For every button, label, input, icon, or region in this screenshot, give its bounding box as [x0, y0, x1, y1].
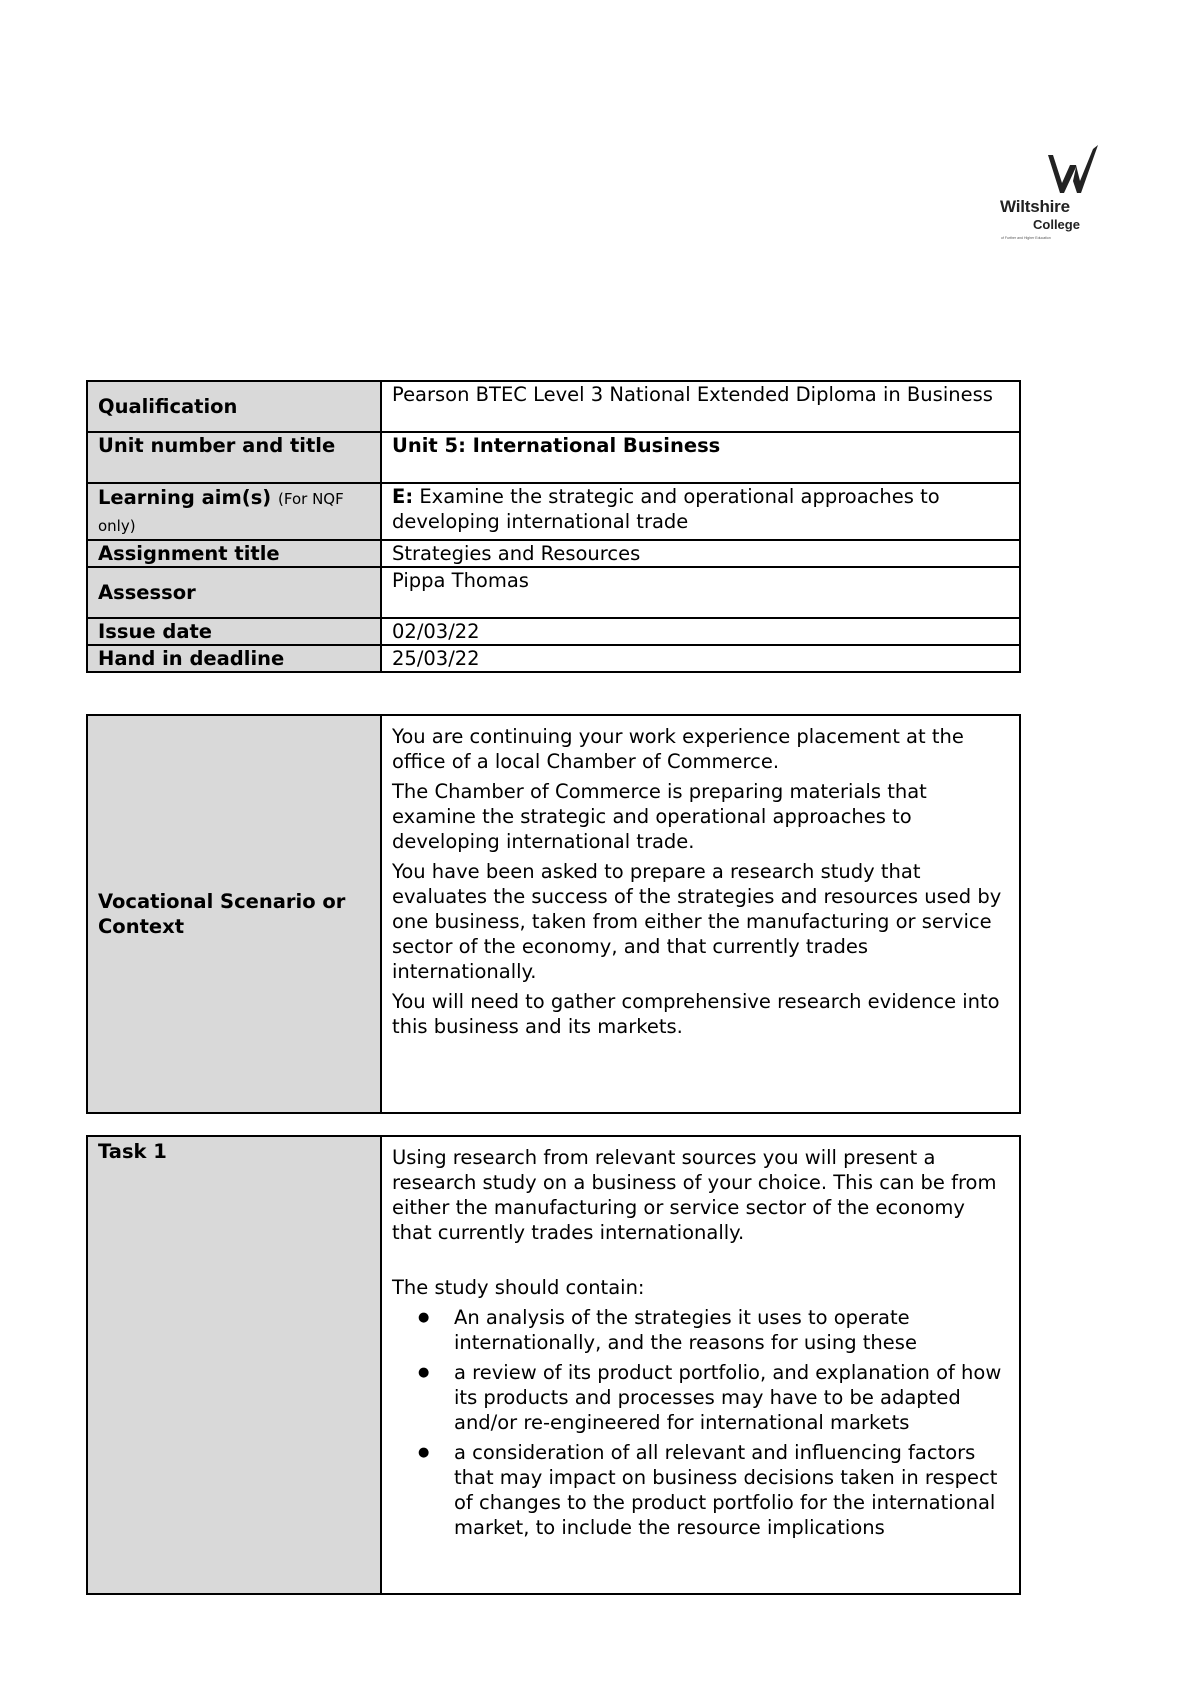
- logo-subname: College: [1033, 217, 1080, 232]
- deadline-value: 25/03/22: [381, 645, 1020, 672]
- tick-mark-icon: [1000, 145, 1100, 200]
- task-intro: Using research from relevant sources you will present a research study on a business of your choice. This can be from either the manufacturing or service sector of the economy that currently trades internationally.: [392, 1146, 997, 1244]
- table-row: [87, 540, 1020, 567]
- assignment-title-label: Assignment title: [87, 540, 381, 567]
- qualification-label: Qualification: [87, 381, 381, 432]
- task-bullet-list: [392, 1305, 1009, 1540]
- task-text-cell: [381, 1136, 1020, 1594]
- assignment-details-table: [86, 380, 1021, 673]
- table-row: [87, 618, 1020, 645]
- learning-aim-label-cell: [87, 483, 381, 540]
- logo-tagline: of Further and Higher Education: [1001, 236, 1051, 240]
- list-item: ● a review of its product portfolio, and explanation of how its products and processes may have to be adapted and/or re-engineered for international markets: [454, 1360, 1009, 1435]
- scenario-paragraph: You will need to gather comprehensive research evidence into this business and its markets.: [392, 990, 1000, 1038]
- assignment-title-value: Strategies and Resources: [381, 540, 1020, 567]
- table-row: [87, 432, 1020, 483]
- scenario-label: Vocational Scenario or Context: [87, 715, 381, 1113]
- table-row: [87, 483, 1020, 540]
- table-row: [87, 645, 1020, 672]
- unit-label: Unit number and title: [87, 432, 381, 483]
- college-logo: [1000, 145, 1100, 245]
- assessor-value: Pippa Thomas: [381, 567, 1020, 618]
- learning-aim-label: Learning aim(s): [98, 485, 272, 509]
- scenario-paragraph: You are continuing your work experience placement at the office of a local Chamber of Commerce.: [392, 725, 964, 773]
- scenario-text-cell: [381, 715, 1020, 1113]
- list-item: ● An analysis of the strategies it uses to operate internationally, and the reasons for using these: [454, 1305, 1009, 1355]
- scenario-paragraph: The Chamber of Commerce is preparing materials that examine the strategic and operational approaches to developing international trade.: [392, 780, 927, 853]
- assessor-label: Assessor: [87, 567, 381, 618]
- logo-name: Wiltshire: [1000, 197, 1070, 216]
- table-row: [87, 715, 1020, 1113]
- list-item: ● a consideration of all relevant and influencing factors that may impact on business decisions taken in respect of changes to the product portfolio for the international market, to include the resource implications: [454, 1440, 1009, 1540]
- deadline-label: Hand in deadline: [87, 645, 381, 672]
- scenario-table: [86, 714, 1021, 1114]
- issue-date-value: 02/03/22: [381, 618, 1020, 645]
- task-study-heading: The study should contain:: [392, 1276, 645, 1299]
- table-row: [87, 381, 1020, 432]
- unit-value: Unit 5: International Business: [381, 432, 1020, 483]
- learning-aim-note: (For NQF only): [98, 489, 344, 535]
- qualification-value: Pearson BTEC Level 3 National Extended Diploma in Business: [381, 381, 1020, 432]
- learning-aim-value: Examine the strategic and operational approaches to developing international trade: [392, 485, 940, 533]
- task-table: [86, 1135, 1021, 1595]
- table-row: [87, 1136, 1020, 1594]
- learning-aim-code: E:: [392, 485, 414, 508]
- scenario-paragraph: You have been asked to prepare a research study that evaluates the success of the strategies and resources used by one business, taken from either the manufacturing or service sector of the economy, and that currently trades internationally.: [392, 860, 1002, 983]
- task-label: Task 1: [87, 1136, 381, 1594]
- learning-aim-value-cell: [381, 483, 1020, 540]
- issue-date-label: Issue date: [87, 618, 381, 645]
- table-row: [87, 567, 1020, 618]
